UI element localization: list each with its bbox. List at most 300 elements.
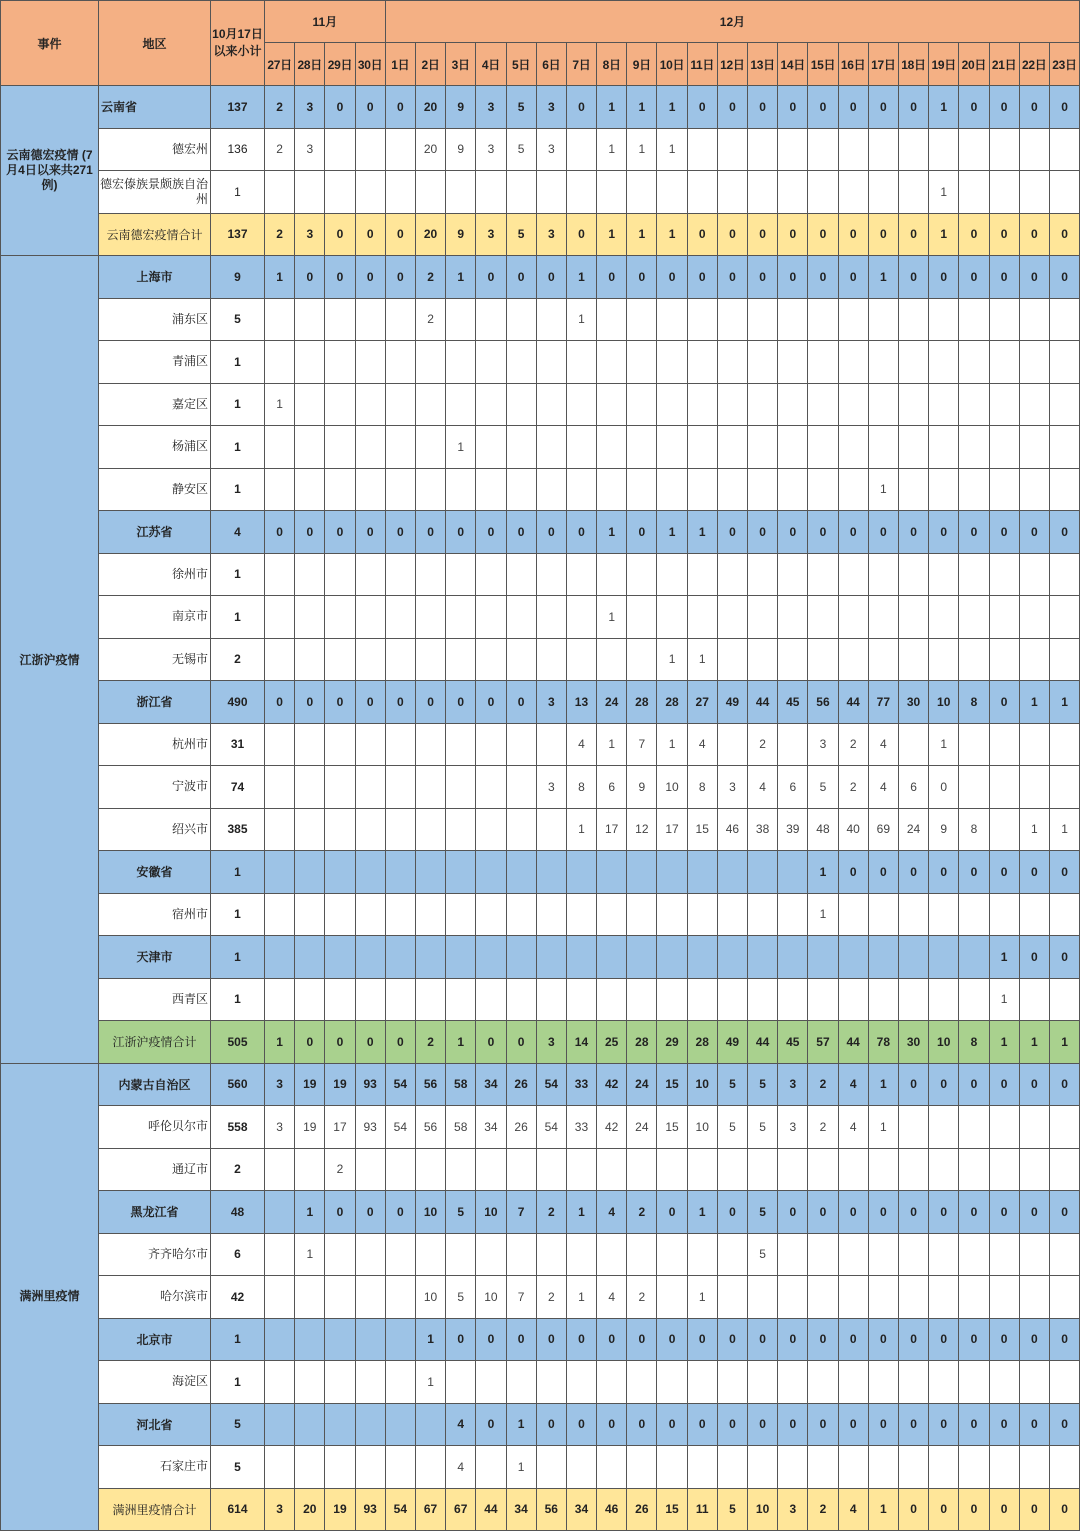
day-value-cell xyxy=(959,1148,989,1191)
day-value-cell: 3 xyxy=(476,213,506,256)
day-value-cell xyxy=(355,936,385,979)
region-cell: 德宏傣族景颇族自治州 xyxy=(99,171,211,214)
day-value-cell: 0 xyxy=(929,1318,959,1361)
day-value-cell xyxy=(838,1148,868,1191)
day-value-cell: 0 xyxy=(898,213,928,256)
day-value-cell: 1 xyxy=(989,936,1019,979)
day-value-cell xyxy=(295,1318,325,1361)
day-value-cell: 28 xyxy=(657,681,687,724)
day-value-cell: 12 xyxy=(627,808,657,851)
city-row xyxy=(1,298,1080,341)
city-row xyxy=(1,893,1080,936)
day-value-cell xyxy=(959,766,989,809)
day-value-cell: 17 xyxy=(325,1106,355,1149)
day-value-cell xyxy=(536,936,566,979)
day-value-cell xyxy=(415,426,445,469)
day-value-cell xyxy=(838,893,868,936)
day-value-cell: 6 xyxy=(597,766,627,809)
day-value-cell: 3 xyxy=(476,128,506,171)
day-value-cell: 0 xyxy=(385,1021,415,1064)
day-value-cell: 0 xyxy=(657,1318,687,1361)
day-value-cell xyxy=(657,1446,687,1489)
day-value-cell: 20 xyxy=(415,213,445,256)
day-value-cell: 0 xyxy=(1049,1318,1079,1361)
day-value-cell xyxy=(597,298,627,341)
day-value-cell xyxy=(838,936,868,979)
region-cell: 江苏省 xyxy=(99,511,211,554)
day-value-cell xyxy=(748,978,778,1021)
day-value-cell: 3 xyxy=(476,86,506,129)
day-value-cell xyxy=(627,1361,657,1404)
day-value-cell: 8 xyxy=(959,681,989,724)
day-value-cell xyxy=(929,383,959,426)
day-value-cell xyxy=(1019,553,1049,596)
day-value-cell: 0 xyxy=(476,1403,506,1446)
day-value-cell: 3 xyxy=(295,213,325,256)
day-value-cell xyxy=(597,638,627,681)
day-value-cell xyxy=(989,341,1019,384)
day-value-cell xyxy=(627,468,657,511)
day-value-cell xyxy=(808,341,838,384)
day-value-cell: 0 xyxy=(1049,936,1079,979)
day-value-cell xyxy=(929,978,959,1021)
day-value-cell: 0 xyxy=(898,511,928,554)
day-value-cell: 1 xyxy=(597,596,627,639)
day-value-cell xyxy=(506,426,536,469)
day-value-cell xyxy=(566,936,596,979)
day-value-cell xyxy=(717,553,747,596)
day-value-cell xyxy=(355,1361,385,1404)
day-value-cell xyxy=(838,596,868,639)
day-value-cell: 0 xyxy=(385,213,415,256)
day-value-cell xyxy=(476,723,506,766)
day-value-cell: 15 xyxy=(657,1488,687,1531)
day-value-cell xyxy=(1019,1446,1049,1489)
day-value-cell: 42 xyxy=(597,1106,627,1149)
day-value-cell xyxy=(929,1446,959,1489)
day-value-cell: 54 xyxy=(385,1488,415,1531)
day-value-cell xyxy=(355,468,385,511)
day-value-cell xyxy=(687,468,717,511)
day-value-cell xyxy=(597,383,627,426)
day-header: 28日 xyxy=(295,43,325,86)
day-value-cell: 0 xyxy=(687,213,717,256)
day-value-cell xyxy=(898,596,928,639)
day-value-cell xyxy=(868,171,898,214)
region-cell: 安徽省 xyxy=(99,851,211,894)
day-value-cell xyxy=(1049,383,1079,426)
day-value-cell xyxy=(566,638,596,681)
day-value-cell xyxy=(717,893,747,936)
day-value-cell: 0 xyxy=(506,681,536,724)
day-value-cell xyxy=(1019,383,1049,426)
day-value-cell: 2 xyxy=(265,86,295,129)
day-value-cell xyxy=(1049,723,1079,766)
day-value-cell: 1 xyxy=(868,256,898,299)
day-value-cell xyxy=(355,1318,385,1361)
day-value-cell: 17 xyxy=(597,808,627,851)
day-value-cell: 0 xyxy=(929,1488,959,1531)
day-value-cell xyxy=(959,936,989,979)
day-value-cell xyxy=(325,383,355,426)
day-value-cell: 19 xyxy=(325,1063,355,1106)
day-value-cell xyxy=(1019,596,1049,639)
day-value-cell xyxy=(325,638,355,681)
day-value-cell: 5 xyxy=(446,1191,476,1234)
day-value-cell: 0 xyxy=(989,86,1019,129)
day-value-cell xyxy=(265,1446,295,1489)
city-row xyxy=(1,1148,1080,1191)
day-value-cell: 0 xyxy=(415,681,445,724)
day-value-cell: 0 xyxy=(385,256,415,299)
day-value-cell xyxy=(355,298,385,341)
day-value-cell xyxy=(597,851,627,894)
province-row xyxy=(1,511,1080,554)
day-value-cell: 3 xyxy=(536,213,566,256)
day-value-cell xyxy=(597,936,627,979)
day-value-cell xyxy=(627,851,657,894)
day-value-cell xyxy=(717,298,747,341)
day-value-cell: 54 xyxy=(385,1063,415,1106)
day-value-cell xyxy=(687,426,717,469)
day-value-cell xyxy=(1019,341,1049,384)
day-value-cell xyxy=(1049,426,1079,469)
day-value-cell: 0 xyxy=(657,1191,687,1234)
subtotal-cell: 48 xyxy=(211,1191,265,1234)
day-value-cell xyxy=(415,893,445,936)
day-value-cell xyxy=(1019,1276,1049,1319)
day-value-cell xyxy=(1049,1276,1079,1319)
day-value-cell xyxy=(687,1148,717,1191)
day-value-cell: 5 xyxy=(717,1488,747,1531)
day-value-cell: 56 xyxy=(536,1488,566,1531)
day-value-cell xyxy=(536,171,566,214)
city-row xyxy=(1,128,1080,171)
day-value-cell: 5 xyxy=(446,1276,476,1319)
day-value-cell xyxy=(687,298,717,341)
day-value-cell: 5 xyxy=(506,213,536,256)
day-value-cell xyxy=(1049,341,1079,384)
day-value-cell xyxy=(325,936,355,979)
day-value-cell xyxy=(778,383,808,426)
table-body xyxy=(1,86,1080,1531)
city-row xyxy=(1,1106,1080,1149)
day-value-cell xyxy=(295,426,325,469)
day-value-cell: 67 xyxy=(446,1488,476,1531)
day-value-cell: 0 xyxy=(929,1403,959,1446)
day-value-cell: 0 xyxy=(778,256,808,299)
day-value-cell xyxy=(838,638,868,681)
day-value-cell xyxy=(355,383,385,426)
day-value-cell: 15 xyxy=(687,808,717,851)
day-value-cell: 4 xyxy=(446,1446,476,1489)
day-value-cell xyxy=(476,1233,506,1276)
day-value-cell: 0 xyxy=(506,1021,536,1064)
day-value-cell xyxy=(868,1446,898,1489)
day-value-cell xyxy=(506,893,536,936)
subtotal-cell: 558 xyxy=(211,1106,265,1149)
region-cell: 浦东区 xyxy=(99,298,211,341)
day-value-cell: 4 xyxy=(566,723,596,766)
day-value-cell: 0 xyxy=(898,1318,928,1361)
day-value-cell: 0 xyxy=(959,1488,989,1531)
day-value-cell xyxy=(808,1276,838,1319)
day-value-cell xyxy=(355,426,385,469)
day-value-cell: 4 xyxy=(838,1488,868,1531)
day-value-cell: 44 xyxy=(838,1021,868,1064)
day-value-cell xyxy=(687,128,717,171)
day-value-cell xyxy=(325,893,355,936)
day-value-cell xyxy=(989,553,1019,596)
day-value-cell xyxy=(385,1276,415,1319)
day-value-cell: 0 xyxy=(838,256,868,299)
subtotal-cell: 1 xyxy=(211,468,265,511)
day-value-cell: 0 xyxy=(566,1403,596,1446)
day-value-cell: 30 xyxy=(898,681,928,724)
day-value-cell xyxy=(295,638,325,681)
day-value-cell xyxy=(295,936,325,979)
day-value-cell xyxy=(597,426,627,469)
day-value-cell: 1 xyxy=(566,1276,596,1319)
day-value-cell: 0 xyxy=(1049,213,1079,256)
day-value-cell xyxy=(476,468,506,511)
day-value-cell: 6 xyxy=(898,766,928,809)
day-value-cell xyxy=(597,1446,627,1489)
day-value-cell xyxy=(929,468,959,511)
day-value-cell xyxy=(898,1276,928,1319)
day-value-cell xyxy=(355,1446,385,1489)
day-value-cell: 3 xyxy=(265,1063,295,1106)
day-value-cell xyxy=(717,851,747,894)
day-value-cell: 0 xyxy=(748,511,778,554)
day-value-cell xyxy=(506,383,536,426)
day-value-cell xyxy=(446,553,476,596)
day-value-cell xyxy=(959,1233,989,1276)
day-value-cell xyxy=(959,1361,989,1404)
day-value-cell: 0 xyxy=(1019,256,1049,299)
day-value-cell xyxy=(808,978,838,1021)
region-cell: 无锡市 xyxy=(99,638,211,681)
day-value-cell: 7 xyxy=(506,1191,536,1234)
day-value-cell: 10 xyxy=(687,1106,717,1149)
day-value-cell: 0 xyxy=(778,1318,808,1361)
day-value-cell: 24 xyxy=(627,1106,657,1149)
day-value-cell: 0 xyxy=(506,256,536,299)
subtotal-cell: 1 xyxy=(211,553,265,596)
day-value-cell: 0 xyxy=(898,1488,928,1531)
day-value-cell: 0 xyxy=(1019,1488,1049,1531)
day-value-cell: 1 xyxy=(808,893,838,936)
region-cell: 呼伦贝尔市 xyxy=(99,1106,211,1149)
day-value-cell xyxy=(265,893,295,936)
day-value-cell xyxy=(506,468,536,511)
day-value-cell xyxy=(868,936,898,979)
day-value-cell: 4 xyxy=(446,1403,476,1446)
day-value-cell xyxy=(385,766,415,809)
day-value-cell xyxy=(748,1361,778,1404)
day-value-cell xyxy=(717,596,747,639)
day-value-cell xyxy=(536,893,566,936)
day-value-cell xyxy=(868,638,898,681)
day-value-cell xyxy=(325,723,355,766)
region-cell: 德宏州 xyxy=(99,128,211,171)
day-value-cell xyxy=(778,851,808,894)
day-value-cell xyxy=(627,936,657,979)
day-value-cell: 0 xyxy=(355,256,385,299)
day-header: 19日 xyxy=(929,43,959,86)
event-header: 事件 xyxy=(1,1,99,86)
day-value-cell xyxy=(959,1446,989,1489)
day-value-cell: 0 xyxy=(778,1191,808,1234)
day-value-cell xyxy=(929,128,959,171)
day-value-cell xyxy=(959,1106,989,1149)
day-value-cell: 10 xyxy=(687,1063,717,1106)
day-value-cell: 58 xyxy=(446,1106,476,1149)
day-value-cell: 0 xyxy=(959,213,989,256)
day-value-cell xyxy=(778,1233,808,1276)
region-cell: 绍兴市 xyxy=(99,808,211,851)
day-value-cell: 0 xyxy=(717,1191,747,1234)
day-value-cell xyxy=(325,978,355,1021)
day-value-cell: 56 xyxy=(415,1106,445,1149)
day-value-cell xyxy=(1049,1446,1079,1489)
day-value-cell xyxy=(989,808,1019,851)
day-value-cell xyxy=(476,171,506,214)
day-value-cell xyxy=(778,723,808,766)
day-value-cell: 3 xyxy=(536,681,566,724)
region-cell: 西青区 xyxy=(99,978,211,1021)
day-value-cell: 38 xyxy=(748,808,778,851)
subtotal-cell: 5 xyxy=(211,1446,265,1489)
day-value-cell: 3 xyxy=(265,1488,295,1531)
day-value-cell: 1 xyxy=(1019,1021,1049,1064)
day-value-cell: 0 xyxy=(868,213,898,256)
day-value-cell: 0 xyxy=(325,1021,355,1064)
day-value-cell: 0 xyxy=(355,1021,385,1064)
day-header: 29日 xyxy=(325,43,355,86)
day-value-cell xyxy=(446,596,476,639)
day-value-cell: 0 xyxy=(1019,1063,1049,1106)
day-value-cell: 20 xyxy=(415,128,445,171)
day-value-cell: 0 xyxy=(838,213,868,256)
day-value-cell: 1 xyxy=(265,1021,295,1064)
day-value-cell xyxy=(325,426,355,469)
day-value-cell: 0 xyxy=(1049,256,1079,299)
day-value-cell: 4 xyxy=(597,1276,627,1319)
day-value-cell xyxy=(778,298,808,341)
day-value-cell xyxy=(355,723,385,766)
day-value-cell: 0 xyxy=(627,1403,657,1446)
day-value-cell: 0 xyxy=(1019,511,1049,554)
day-value-cell xyxy=(838,341,868,384)
province-row xyxy=(1,1063,1080,1106)
day-value-cell xyxy=(778,936,808,979)
day-value-cell: 1 xyxy=(446,426,476,469)
day-value-cell: 10 xyxy=(748,1488,778,1531)
day-value-cell: 0 xyxy=(989,256,1019,299)
day-value-cell xyxy=(355,1233,385,1276)
day-value-cell xyxy=(1049,171,1079,214)
day-value-cell: 0 xyxy=(717,1403,747,1446)
day-value-cell xyxy=(415,468,445,511)
day-value-cell: 0 xyxy=(868,1191,898,1234)
day-value-cell xyxy=(959,341,989,384)
subtotal-cell: 1 xyxy=(211,171,265,214)
subtotal-cell: 2 xyxy=(211,1148,265,1191)
total-row xyxy=(1,213,1080,256)
day-value-cell: 0 xyxy=(597,1403,627,1446)
day-value-cell xyxy=(898,426,928,469)
day-value-cell xyxy=(295,766,325,809)
day-header: 2日 xyxy=(415,43,445,86)
day-value-cell: 0 xyxy=(597,1318,627,1361)
day-value-cell: 56 xyxy=(808,681,838,724)
day-value-cell: 0 xyxy=(325,256,355,299)
day-value-cell xyxy=(687,1446,717,1489)
day-value-cell xyxy=(325,298,355,341)
city-row xyxy=(1,1276,1080,1319)
day-value-cell xyxy=(566,553,596,596)
day-value-cell: 9 xyxy=(627,766,657,809)
day-value-cell xyxy=(295,1403,325,1446)
day-value-cell: 2 xyxy=(536,1276,566,1319)
province-row xyxy=(1,256,1080,299)
day-value-cell: 5 xyxy=(717,1106,747,1149)
day-value-cell: 3 xyxy=(295,86,325,129)
day-value-cell xyxy=(838,978,868,1021)
day-value-cell: 1 xyxy=(1019,681,1049,724)
region-cell: 河北省 xyxy=(99,1403,211,1446)
day-value-cell: 19 xyxy=(295,1063,325,1106)
day-value-cell xyxy=(627,426,657,469)
province-row xyxy=(1,681,1080,724)
day-value-cell: 15 xyxy=(657,1063,687,1106)
day-value-cell xyxy=(265,171,295,214)
day-value-cell: 4 xyxy=(597,1191,627,1234)
day-value-cell xyxy=(385,851,415,894)
day-value-cell xyxy=(325,808,355,851)
day-value-cell: 14 xyxy=(566,1021,596,1064)
day-value-cell xyxy=(657,1276,687,1319)
day-value-cell: 54 xyxy=(536,1106,566,1149)
day-value-cell xyxy=(657,1233,687,1276)
day-value-cell: 44 xyxy=(476,1488,506,1531)
day-value-cell xyxy=(295,596,325,639)
day-value-cell xyxy=(898,893,928,936)
region-cell: 通辽市 xyxy=(99,1148,211,1191)
day-value-cell xyxy=(1019,468,1049,511)
day-value-cell: 5 xyxy=(808,766,838,809)
day-value-cell xyxy=(898,383,928,426)
city-row xyxy=(1,426,1080,469)
day-value-cell xyxy=(385,1361,415,1404)
day-value-cell xyxy=(838,553,868,596)
day-value-cell xyxy=(325,1446,355,1489)
day-value-cell xyxy=(506,808,536,851)
day-value-cell: 2 xyxy=(808,1063,838,1106)
day-value-cell xyxy=(627,553,657,596)
day-value-cell: 2 xyxy=(265,128,295,171)
day-value-cell: 4 xyxy=(838,1106,868,1149)
day-value-cell xyxy=(415,171,445,214)
day-value-cell: 1 xyxy=(929,86,959,129)
day-value-cell xyxy=(476,1361,506,1404)
day-value-cell xyxy=(295,1276,325,1319)
province-row xyxy=(1,1403,1080,1446)
day-header: 16日 xyxy=(838,43,868,86)
day-value-cell xyxy=(446,383,476,426)
day-value-cell: 1 xyxy=(597,213,627,256)
